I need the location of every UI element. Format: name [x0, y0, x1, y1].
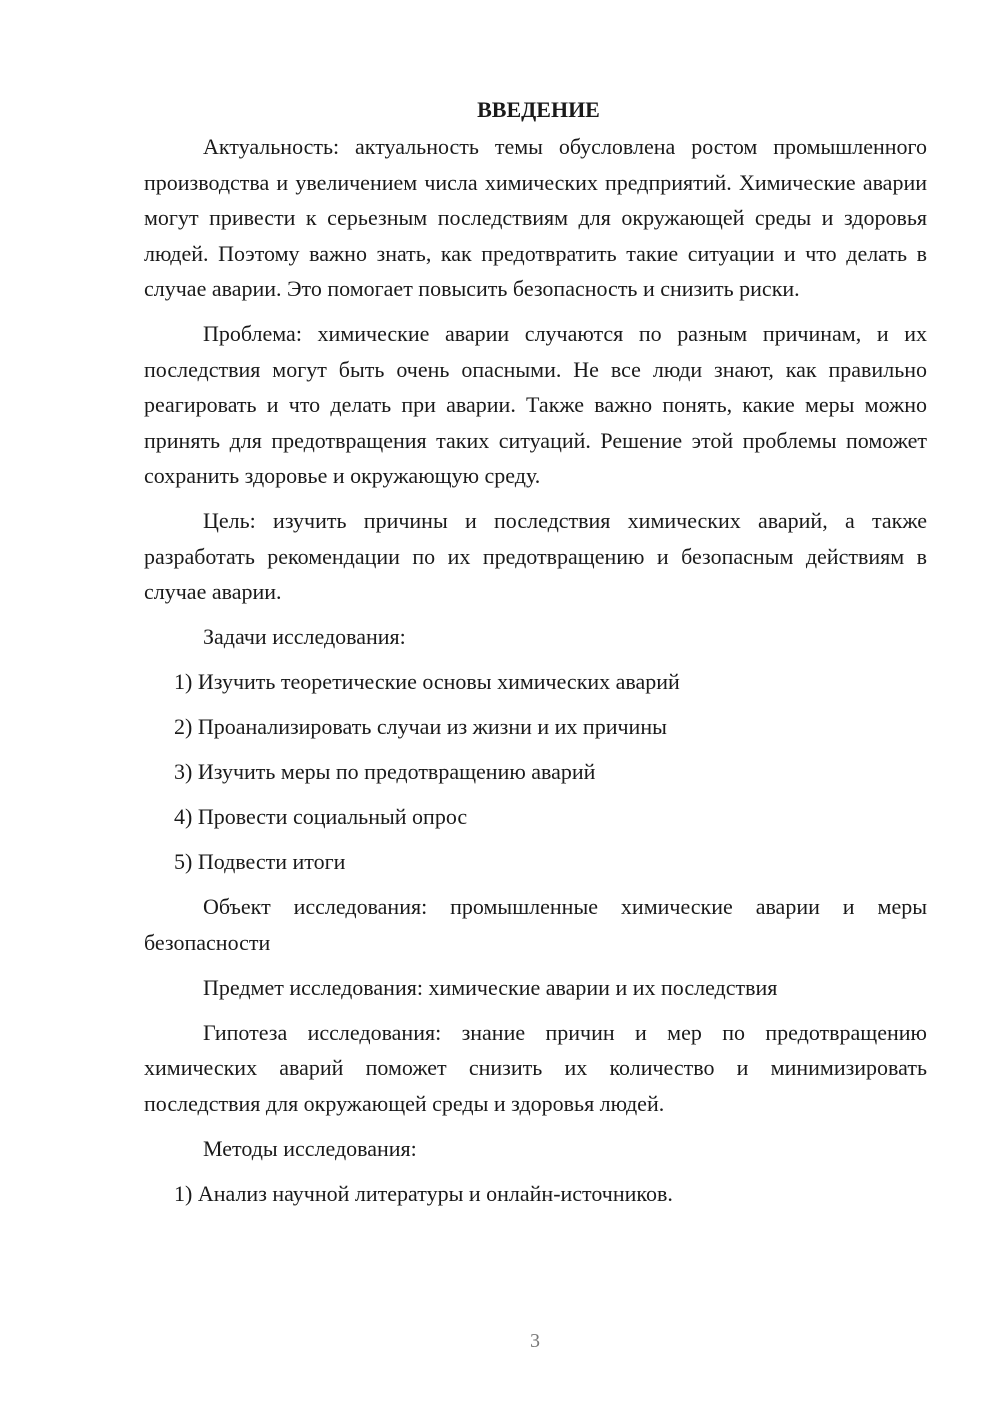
problem-paragraph: Проблема: химические аварии случаются по разным причинам, и их последствия могут быть очень опасными. Не все люди знают, как правильно реагировать и что делать при аварии. Также важно понять, какие меры можно принять для предотвращения таких ситуаций. Решение этой проблемы поможет сохранить здоровье и окружающую среду.: [144, 321, 927, 488]
object-paragraph: Объект исследования: промышленные химические аварии и меры безопасности: [144, 894, 927, 955]
page-number: 3: [530, 1330, 540, 1352]
list-item: 4) Провести социальный опрос: [174, 804, 468, 829]
list-item: 3) Изучить меры по предотвращению аварий: [174, 759, 596, 784]
document-page: [144, 92, 927, 1221]
hypothesis-paragraph: Гипотеза исследования: знание причин и мер по предотвращению химических аварий поможет снизить их количество и минимизировать последствия для окружающей среды и здоровья людей.: [144, 1019, 927, 1116]
methods-title: Методы исследования:: [203, 1135, 417, 1161]
list-item: 2) Проанализировать случаи из жизни и их причины: [174, 714, 667, 739]
goal-paragraph: Цель: изучить причины и последствия химических аварий, а также разработать рекомендации по их предотвращению и безопасным действиям в случае аварии.: [144, 508, 927, 604]
list-item: 5) Подвести итоги: [174, 849, 346, 874]
relevance-paragraph: Актуальность: актуальность темы обусловлена ростом промышленного производства и увеличением числа химических предприятий. Химические аварии могут привести к серьезным последствиям для окружающей среды и здоровья людей. Поэтому важно знать, как предотвратить такие ситуации и что делать в случае аварии. Это помогает повысить безопасность и снизить риски.: [144, 134, 927, 301]
tasks-title: Задачи исследования:: [203, 624, 406, 649]
list-item: 1) Изучить теоретические основы химических аварий: [174, 669, 680, 694]
subject-paragraph: Предмет исследования: химические аварии и их последствия: [203, 974, 778, 1000]
list-item: 1) Анализ научной литературы и онлайн-источников.: [174, 1180, 673, 1206]
section-heading: ВВЕДЕНИЕ: [477, 97, 600, 122]
